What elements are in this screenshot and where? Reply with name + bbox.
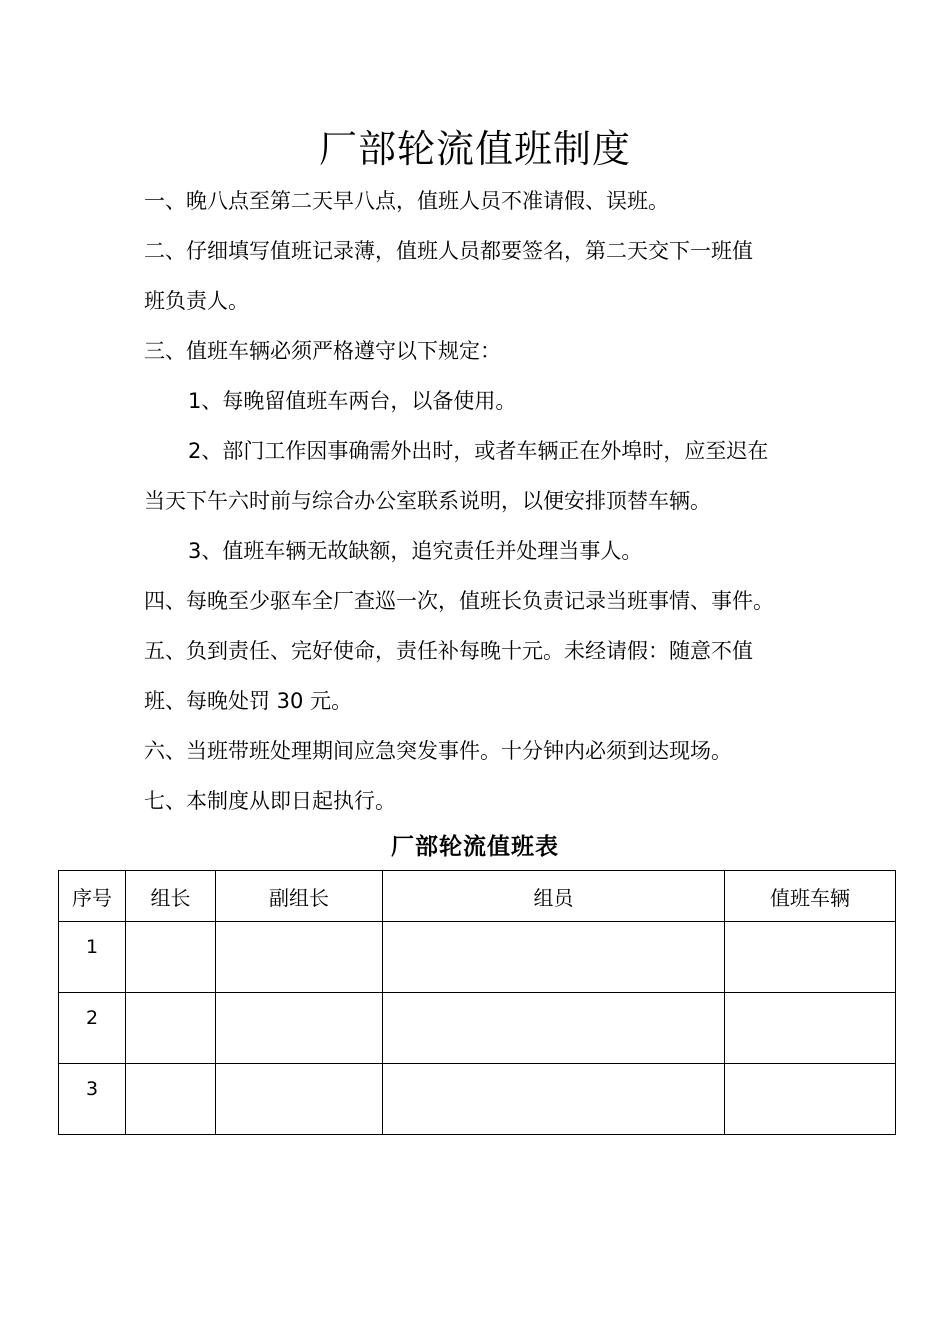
rule-line: 五、负到责任、完好使命，责任补每晚十元。未经请假：随意不值 bbox=[144, 639, 753, 663]
header-members: 组员 bbox=[383, 871, 725, 922]
rule-line: 当天下午六时前与综合办公室联系说明，以便安排顶替车辆。 bbox=[144, 489, 711, 513]
rule-line: 三、值班车辆必须严格遵守以下规定： bbox=[144, 339, 501, 363]
rule-line: 七、本制度从即日起执行。 bbox=[144, 789, 396, 813]
cell-members bbox=[383, 1064, 725, 1135]
cell-members bbox=[383, 993, 725, 1064]
table-row bbox=[59, 993, 896, 1064]
cell-index: 3 bbox=[59, 1064, 126, 1135]
rule-line: 班、每晚处罚 30 元。 bbox=[144, 689, 353, 713]
cell-members bbox=[383, 922, 725, 993]
sub-rule-line: 1、每晚留值班车两台，以备使用。 bbox=[188, 389, 517, 413]
sub-rule-line: 3、值班车辆无故缺额，追究责任并处理当事人。 bbox=[188, 539, 643, 563]
rule-line: 六、当班带班处理期间应急突发事件。十分钟内必须到达现场。 bbox=[144, 739, 732, 763]
cell-leader bbox=[126, 993, 216, 1064]
header-index: 序号 bbox=[59, 871, 126, 922]
header-duty-vehicle: 值班车辆 bbox=[725, 871, 896, 922]
header-leader: 组长 bbox=[126, 871, 216, 922]
rule-line: 二、仔细填写值班记录薄，值班人员都要签名，第二天交下一班值 bbox=[144, 239, 753, 263]
table-row bbox=[59, 922, 896, 993]
table-row bbox=[59, 1064, 896, 1135]
rule-line: 班负责人。 bbox=[144, 289, 249, 313]
table-title: 厂部轮流值班表 bbox=[391, 834, 559, 860]
cell-deputy-leader bbox=[216, 922, 383, 993]
header-deputy-leader: 副组长 bbox=[216, 871, 383, 922]
rule-line: 一、晚八点至第二天早八点，值班人员不准请假、误班。 bbox=[144, 189, 669, 213]
cell-index: 1 bbox=[59, 922, 126, 993]
cell-deputy-leader bbox=[216, 1064, 383, 1135]
table-header-row bbox=[59, 871, 896, 922]
cell-index: 2 bbox=[59, 993, 126, 1064]
rule-line: 四、每晚至少驱车全厂查巡一次，值班长负责记录当班事情、事件。 bbox=[144, 589, 774, 613]
sub-rule-line: 2、部门工作因事确需外出时，或者车辆正在外埠时，应至迟在 bbox=[188, 439, 769, 463]
cell-duty-vehicle bbox=[725, 993, 896, 1064]
cell-leader bbox=[126, 922, 216, 993]
cell-leader bbox=[126, 1064, 216, 1135]
rules-list bbox=[144, 176, 824, 826]
cell-duty-vehicle bbox=[725, 1064, 896, 1135]
duty-roster-table bbox=[58, 870, 896, 1135]
cell-deputy-leader bbox=[216, 993, 383, 1064]
document-title: 厂部轮流值班制度 bbox=[318, 127, 631, 171]
cell-duty-vehicle bbox=[725, 922, 896, 993]
